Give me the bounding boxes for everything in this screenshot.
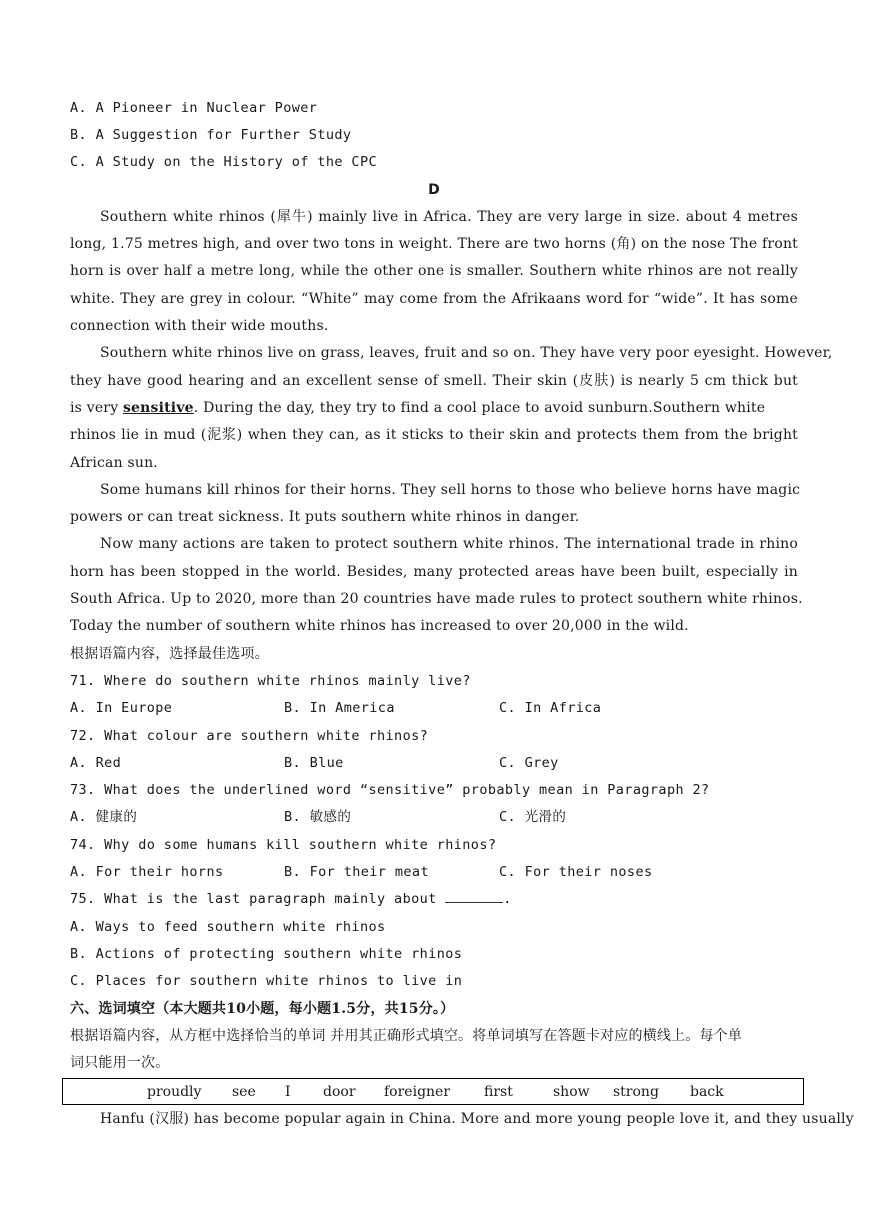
question-stem: 75. What is the last paragraph mainly about	[70, 891, 446, 907]
word-bank-item: proudly	[147, 1084, 202, 1100]
option-c: C. A Study on the History of the CPC	[70, 154, 377, 170]
question-71-options	[70, 695, 798, 722]
passage-line: Today the number of southern white rhinos has increased to over 20,000 in the wild.	[70, 618, 689, 634]
option-c: C. Grey	[499, 755, 559, 771]
question-73: 73. What does the underlined word “sensitive” probably mean in Paragraph 2?	[70, 782, 710, 798]
text-fragment: . During the day, they try to find a cool place to avoid sunburn.Southern white	[193, 400, 766, 416]
passage-line: African sun.	[70, 455, 158, 471]
question-stem-end: .	[503, 891, 512, 907]
option-a: A. For their horns	[70, 864, 224, 880]
passage-line: horn has been stopped in the world. Besides, many protected areas have been built, especially in	[70, 564, 798, 580]
option-c: C. In Africa	[499, 700, 602, 716]
option-a: A. 健康的	[70, 809, 138, 825]
word-bank-item: see	[232, 1084, 256, 1100]
passage-line: Southern white rhinos (犀牛) mainly live in Africa. They are very large in size. about 4 metres	[100, 209, 798, 225]
question-72: 72. What colour are southern white rhinos?	[70, 728, 429, 744]
question-71: 71. Where do southern white rhinos mainly live?	[70, 673, 471, 689]
passage-line: rhinos lie in mud (泥浆) when they can, as it sticks to their skin and protects them from the bright	[70, 427, 798, 443]
passage-line: they have good hearing and an excellent sense of smell. Their skin (皮肤) is nearly 5 cm thick but	[70, 373, 798, 389]
question-75	[70, 886, 798, 913]
word-bank-box	[62, 1078, 804, 1105]
underlined-word: sensitive	[122, 400, 194, 416]
text-fragment: is very	[70, 400, 123, 416]
section-heading: 六、选词填空（本大题共10小题，每小题1.5分，共15分。）	[70, 1001, 455, 1017]
option-c: C. For their noses	[499, 864, 653, 880]
passage-line: horn is over half a metre long, while the other one is smaller. Southern white rhinos are not really	[70, 263, 798, 279]
word-bank-item: show	[553, 1084, 590, 1100]
passage-line: Hanfu (汉服) has become popular again in China. More and more young people love it, and they usually	[100, 1111, 854, 1127]
question-73-options	[70, 804, 798, 831]
option-b: B. In America	[284, 700, 395, 716]
option-a: A. In Europe	[70, 700, 173, 716]
passage-line: Some humans kill rhinos for their horns. They sell horns to those who believe horns have magic	[100, 482, 801, 498]
question-72-options	[70, 750, 798, 777]
section-instruction: 根据语篇内容，从方框中选择恰当的单词 并用其正确形式填空。将单词填写在答题卡对应的横线上。每个单	[70, 1028, 743, 1044]
word-bank-item: back	[690, 1084, 724, 1100]
word-bank-item: door	[323, 1084, 356, 1100]
instruction: 根据语篇内容，选择最佳选项。	[70, 646, 269, 662]
option-a: A. A Pioneer in Nuclear Power	[70, 100, 318, 116]
option-a: A. Red	[70, 755, 122, 771]
passage-line: long, 1.75 metres high, and over two tons in weight. There are two horns (角) on the nose The front	[70, 236, 798, 252]
option-b: B. 敏感的	[284, 809, 352, 825]
question-74: 74. Why do some humans kill southern white rhinos?	[70, 837, 497, 853]
question-74-options	[70, 859, 798, 886]
option-a: A. Ways to feed southern white rhinos	[70, 919, 386, 935]
word-bank-item: strong	[613, 1084, 659, 1100]
passage-line: Now many actions are taken to protect southern white rhinos. The international trade in rhino	[100, 536, 798, 552]
option-b: B. For their meat	[284, 864, 429, 880]
section-instruction: 词只能用一次。	[70, 1055, 170, 1071]
passage-line: Southern white rhinos live on grass, leaves, fruit and so on. They have very poor eyesight. However,	[100, 345, 833, 361]
passage-line: white. They are grey in colour. “White” may come from the Afrikaans word for “wide”. It has some	[70, 291, 798, 307]
section-letter: D	[428, 182, 440, 198]
option-c: C. Places for southern white rhinos to live in	[70, 973, 463, 989]
answer-blank	[445, 888, 503, 903]
word-bank-item: first	[484, 1084, 513, 1100]
passage-line-with-underline	[70, 395, 798, 422]
passage-line: South Africa. Up to 2020, more than 20 countries have made rules to protect southern white rhinos.	[70, 591, 803, 607]
passage-line: connection with their wide mouths.	[70, 318, 329, 334]
word-bank-item: I	[285, 1084, 291, 1100]
passage-line: powers or can treat sickness. It puts southern white rhinos in danger.	[70, 509, 580, 525]
option-b: B. Actions of protecting southern white rhinos	[70, 946, 463, 962]
word-bank-item: foreigner	[384, 1084, 451, 1100]
option-c: C. 光滑的	[499, 809, 567, 825]
option-b: B. A Suggestion for Further Study	[70, 127, 352, 143]
option-b: B. Blue	[284, 755, 344, 771]
